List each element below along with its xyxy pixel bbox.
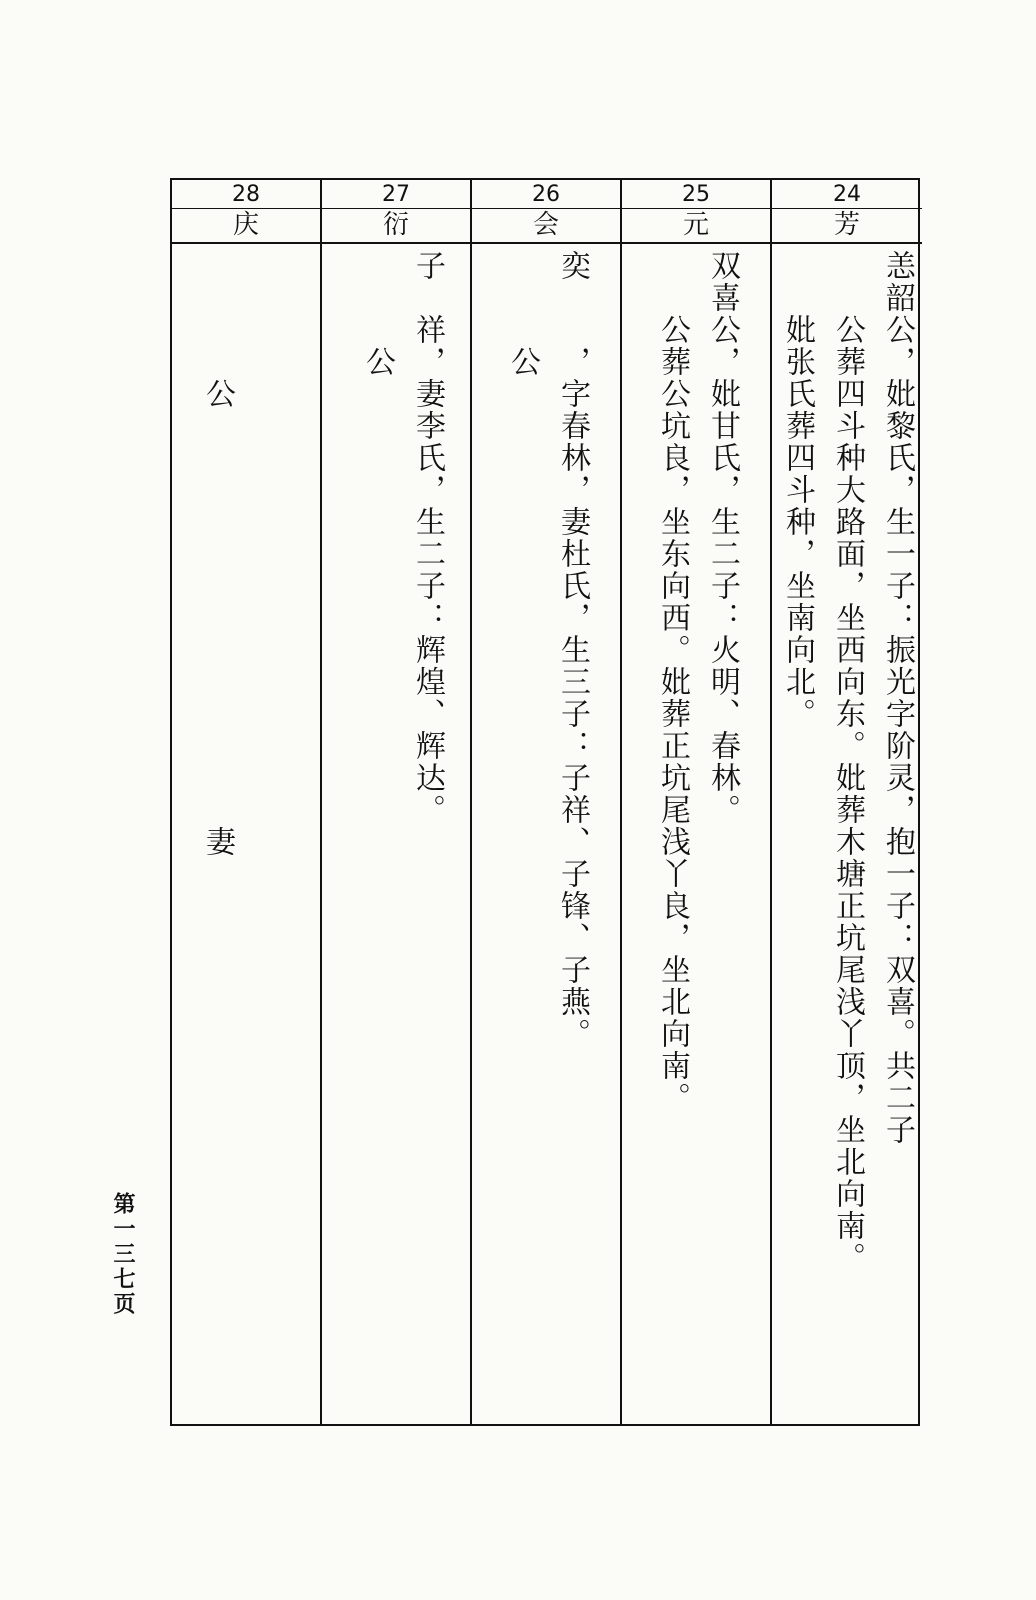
generation-number: 27 xyxy=(322,180,470,209)
generation-number: 26 xyxy=(472,180,620,209)
entry-line: 公 xyxy=(360,250,395,378)
generation-number: 28 xyxy=(172,180,320,209)
generation-number: 25 xyxy=(622,180,770,209)
entry-line: 公 妻 xyxy=(200,250,235,858)
generation-name: 庆 xyxy=(172,208,320,244)
column-26 xyxy=(472,180,622,1424)
entry-line: 子 祥，妻李氏，生二子：辉煌、辉达。 xyxy=(410,250,445,826)
entry-line: 奕 ，字春林，妻杜氏，生三子：子祥、子锋、子燕。 xyxy=(555,250,590,1050)
column-27 xyxy=(322,180,472,1424)
generation-name: 会 xyxy=(472,208,620,244)
column-24 xyxy=(772,180,922,1424)
generation-name: 衍 xyxy=(322,208,470,244)
entry-line: 妣张氏葬四斗种，坐南向北。 xyxy=(780,250,815,730)
entry-line: 公 xyxy=(505,250,540,378)
column-28 xyxy=(172,180,322,1424)
genealogy-table xyxy=(170,178,920,1426)
entry-line: 公葬四斗种大路面，坐西向东。妣葬木塘正坑尾浅丫顶，坐北向南。 xyxy=(830,250,865,1274)
column-25 xyxy=(622,180,772,1424)
generation-name: 元 xyxy=(622,208,770,244)
generation-name: 芳 xyxy=(772,208,922,244)
entry-line: 恙韶公，妣黎氏，生一子：振光字阶灵，抱一子：双喜。共二子 xyxy=(880,250,915,1146)
generation-number: 24 xyxy=(772,180,922,209)
entry-line: 公葬公坑良，坐东向西。妣葬正坑尾浅丫良，坐北向南。 xyxy=(655,250,690,1114)
entry-line: 双喜公，妣甘氏，生二子：火明、春林。 xyxy=(705,250,740,826)
page-number: 第一三七页 xyxy=(110,1192,136,1317)
